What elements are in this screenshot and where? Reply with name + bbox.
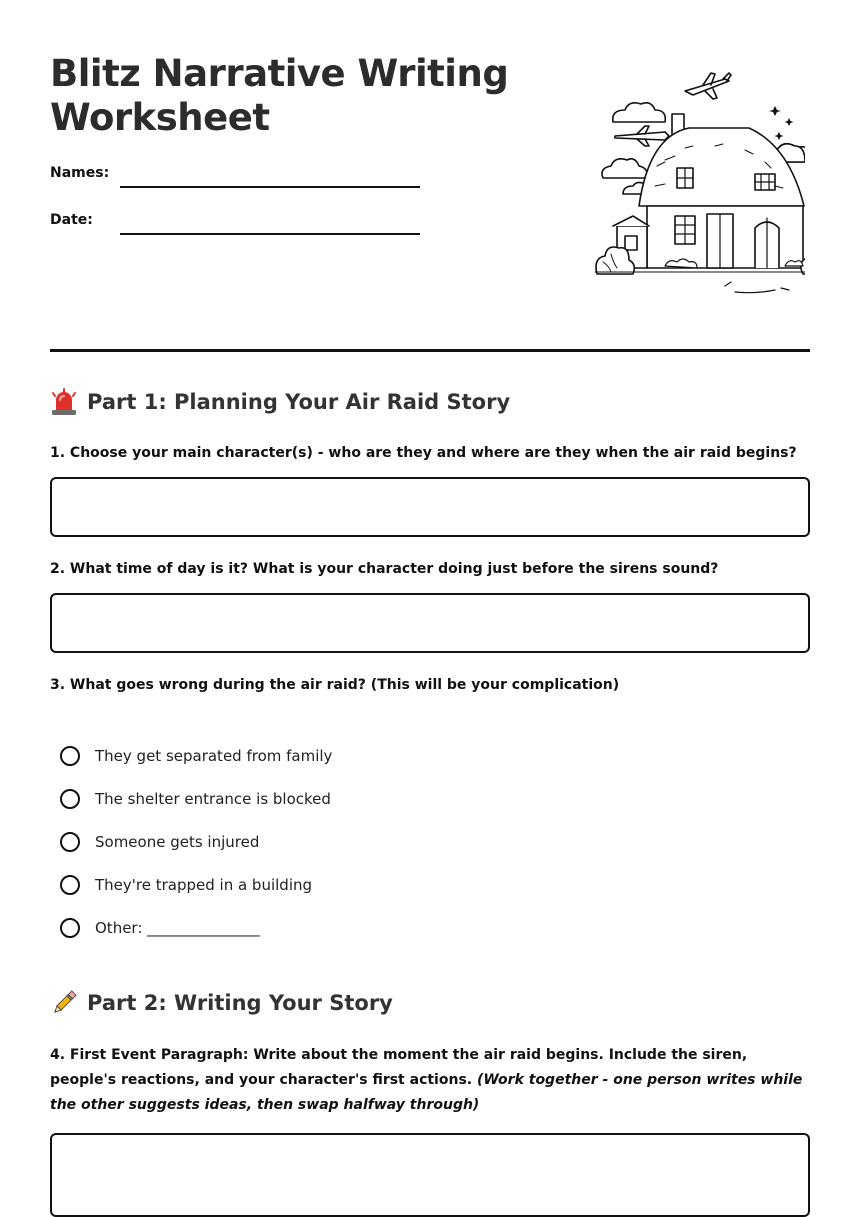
question-3: 3. What goes wrong during the air raid? (This will be your complication) xyxy=(50,677,620,693)
answer-box-4[interactable] xyxy=(50,1133,810,1217)
option-label: The shelter entrance is blocked xyxy=(95,789,331,808)
option-item[interactable] xyxy=(60,863,332,906)
part2-heading xyxy=(50,989,393,1017)
header-divider xyxy=(50,349,810,352)
option-label: Someone gets injured xyxy=(95,832,260,851)
part1-heading-text: Part 1: Planning Your Air Raid Story xyxy=(87,390,511,414)
option-item[interactable] xyxy=(60,777,332,820)
siren-icon xyxy=(50,388,78,416)
radio-button[interactable] xyxy=(60,918,80,938)
thatched-cottage-with-planes-illustration xyxy=(545,66,805,302)
option-label: Other: _______________ xyxy=(95,918,260,937)
radio-button[interactable] xyxy=(60,789,80,809)
part1-heading xyxy=(50,388,510,416)
option-label: They get separated from family xyxy=(95,746,333,765)
answer-box-2[interactable] xyxy=(50,593,810,653)
part2-heading-text: Part 2: Writing Your Story xyxy=(87,991,393,1015)
option-item[interactable] xyxy=(60,734,332,777)
option-item[interactable] xyxy=(60,906,332,949)
question-1: 1. Choose your main character(s) - who are they and where are they when the air raid begins? xyxy=(50,445,797,461)
date-field[interactable] xyxy=(120,233,420,235)
question-4-note: (Work together - one person writes while the other suggests ideas, then swap halfway through) xyxy=(50,1072,803,1113)
question-2: 2. What time of day is it? What is your character doing just before the sirens sound? xyxy=(50,561,719,577)
option-label: They're trapped in a building xyxy=(95,875,313,894)
radio-button[interactable] xyxy=(60,832,80,852)
question-4 xyxy=(50,1043,810,1118)
answer-box-1[interactable] xyxy=(50,477,810,537)
names-field[interactable] xyxy=(120,186,420,188)
plane-icon xyxy=(615,126,669,146)
question-4-text: 4. First Event Paragraph: Write about the moment the air raid begins. Include the siren, people's reactions, and your character's first actions. xyxy=(50,1047,748,1088)
radio-button[interactable] xyxy=(60,875,80,895)
worksheet-page xyxy=(50,0,810,1161)
plane-icon xyxy=(685,73,731,99)
pencil-icon xyxy=(50,989,78,1017)
radio-button[interactable] xyxy=(60,746,80,766)
names-label: Names: xyxy=(50,165,110,181)
worksheet-title: Blitz Narrative Writing Worksheet xyxy=(50,52,509,139)
complication-options xyxy=(60,734,332,949)
option-item[interactable] xyxy=(60,820,332,863)
date-label: Date: xyxy=(50,212,93,228)
